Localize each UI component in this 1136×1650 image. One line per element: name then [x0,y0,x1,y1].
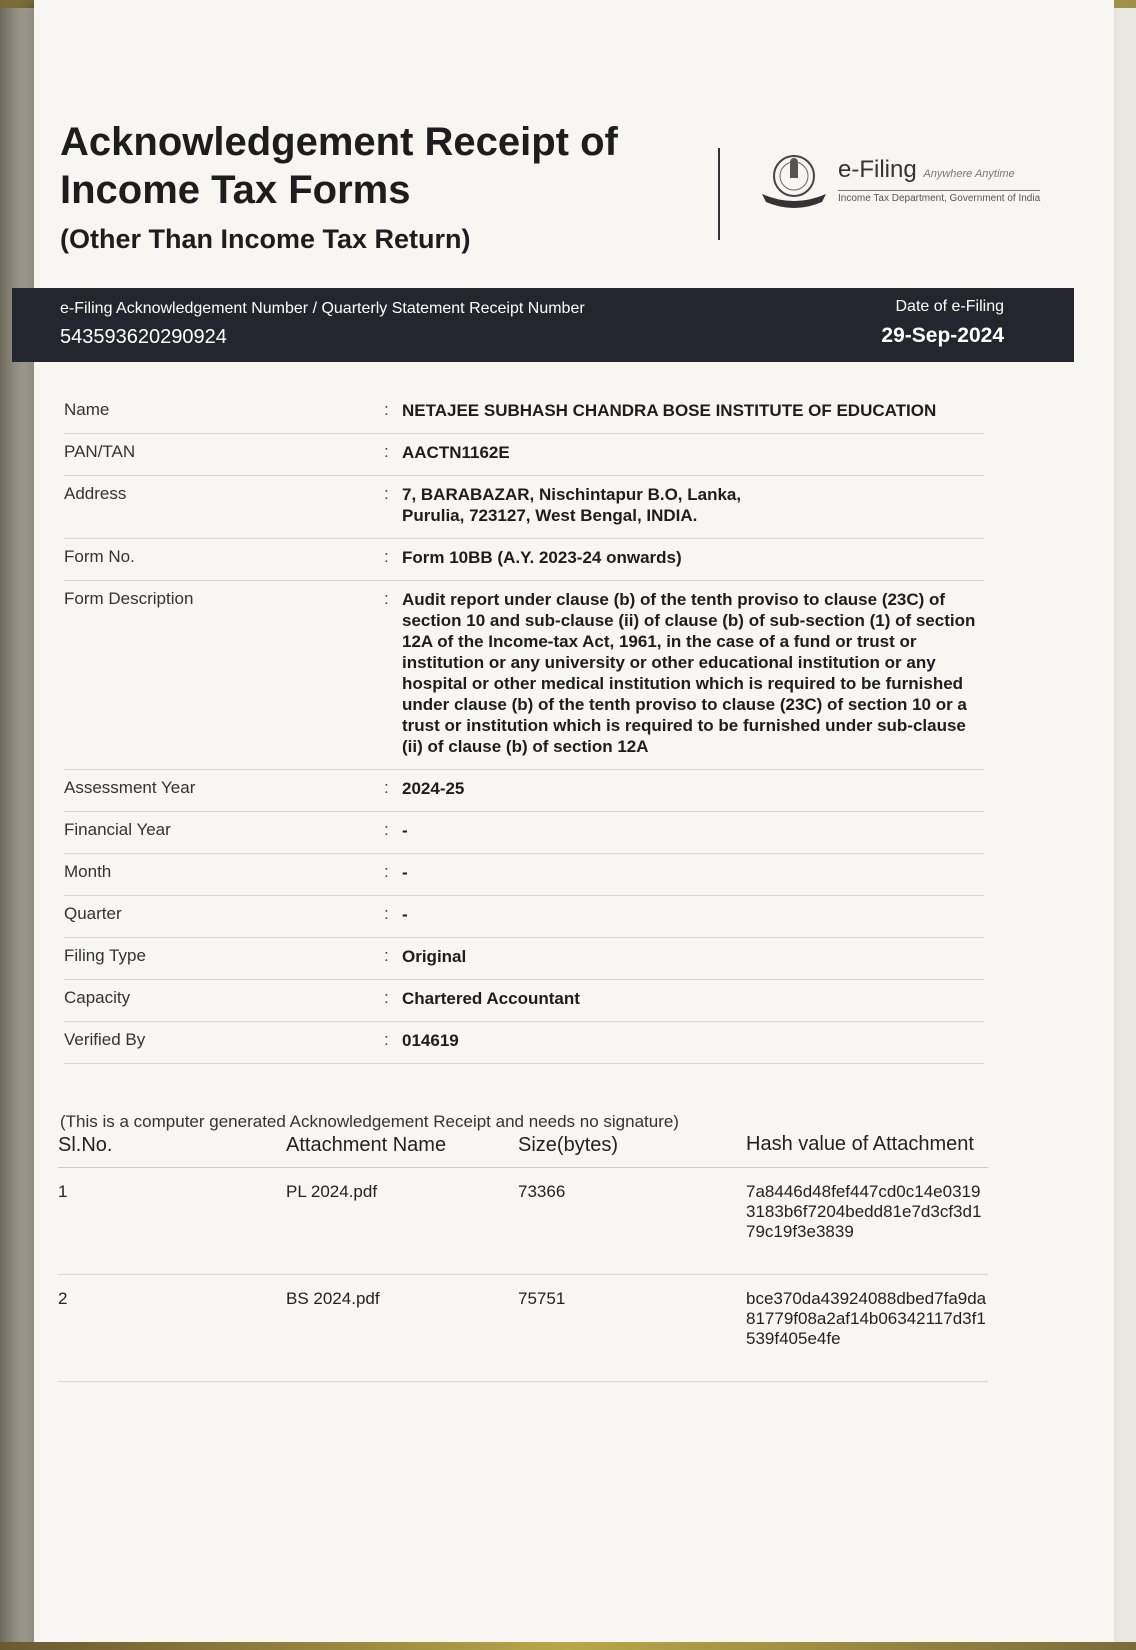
attachment-size: 75751 [518,1289,566,1308]
field-label: Assessment Year [64,778,196,797]
ack-number-value: 543593620290924 [60,326,227,348]
attachment-sl-no: 1 [58,1182,68,1201]
field-label: Address [64,484,127,503]
field-row [64,812,984,854]
field-value: - [402,821,408,840]
field-row [64,392,984,434]
attachment-name: PL 2024.pdf [286,1182,378,1201]
field-separator: : [384,820,389,839]
field-separator: : [384,1030,389,1049]
field-row [64,581,984,770]
field-separator: : [384,988,389,1007]
field-label: Form No. [64,547,135,566]
field-separator: : [384,904,389,923]
filing-date-label: Date of e-Filing [895,298,1004,315]
attachment-sl-no: 2 [58,1289,68,1308]
field-row [64,1022,984,1064]
receipt-sheet [34,0,1114,1650]
field-separator: : [384,484,389,503]
field-row [64,896,984,938]
logo-text [838,156,1015,184]
field-separator: : [384,589,389,608]
field-separator: : [384,862,389,881]
field-value: - [402,863,408,882]
logo-subtitle: Income Tax Department, Government of India [838,190,1040,204]
field-label: Verified By [64,1030,146,1049]
field-label: Quarter [64,904,122,923]
field-separator: : [384,547,389,566]
field-label: Filing Type [64,946,146,965]
field-row [64,434,984,476]
field-value: 7, BARABAZAR, Nischintapur B.O, Lanka, Purulia, 723127, West Bengal, INDIA. [402,485,742,525]
field-label: Form Description [64,589,194,608]
table-row [58,1275,988,1382]
field-label: Capacity [64,988,131,1007]
computer-generated-note: (This is a computer generated Acknowledgement Receipt and needs no signature) [60,1112,679,1131]
attachment-hash: 7a8446d48fef447cd0c14e03193183b6f7204bedd81e7d3cf3d179c19f3e3839 [746,1182,982,1241]
field-label: Month [64,862,112,881]
filing-date-value: 29-Sep-2024 [881,324,1004,347]
header-divider [718,148,720,240]
field-row [64,938,984,980]
field-label: Name [64,400,110,419]
field-value: Form 10BB (A.Y. 2023-24 onwards) [402,548,682,567]
emblem-icon [758,148,830,212]
field-row [64,539,984,581]
logo-tagline: Anywhere Anytime [923,168,1015,180]
column-header: Sl.No. [58,1134,113,1156]
logo-main-text: e-Filing [838,156,917,183]
attachment-hash: bce370da43924088dbed7fa9da81779f08a2af14b06342117d3f1539f405e4fe [746,1289,987,1348]
table-row [58,1168,988,1275]
document-subtitle: (Other Than Income Tax Return) [60,224,471,254]
field-separator: : [384,946,389,965]
column-header: Attachment Name [286,1134,447,1156]
attachments-header-row [58,1134,988,1168]
attachment-size: 73366 [518,1182,566,1201]
attachment-name: BS 2024.pdf [286,1289,380,1308]
field-value: Original [402,947,467,966]
ack-number-label: e-Filing Acknowledgement Number / Quarterly Statement Receipt Number [60,300,585,317]
field-value: AACTN1162E [402,443,510,462]
field-row [64,770,984,812]
field-separator: : [384,778,389,797]
field-row [64,980,984,1022]
attachments-table [58,1134,988,1382]
field-separator: : [384,442,389,461]
bottom-edge [0,1642,1136,1650]
field-separator: : [384,400,389,419]
column-header: Hash value of Attachment [746,1133,974,1155]
field-row [64,854,984,896]
details-table [64,392,984,1064]
acknowledgement-banner [12,288,1074,362]
field-value: NETAJEE SUBHASH CHANDRA BOSE INSTITUTE OF EDUCATION [402,401,937,420]
document-title: Acknowledgement Receipt of Income Tax Forms [60,120,618,212]
field-value: 014619 [402,1031,459,1050]
field-value: Chartered Accountant [402,989,580,1008]
page-shadow-edge [0,0,34,1650]
column-header: Size(bytes) [518,1134,619,1156]
field-value: Audit report under clause (b) of the tenth proviso to clause (23C) of section 10 and sub-clause (ii) of clause (b) of sub-section (1) of section 12A of the Income-tax Act, 1961, in the case of a fund or trust or institution or any university or other educational institution or any hospital or other medical institution which is required to be furnished under clause (b) of the tenth proviso to clause (23C) of section 10 or a trust or institution which is required to be furnished under sub-clause (ii) of clause (b) of section 12A [402,590,976,756]
field-value: 2024-25 [402,779,465,798]
efiling-logo [758,148,1058,218]
field-value: - [402,905,408,924]
field-label: PAN/TAN [64,442,136,461]
field-row [64,476,984,539]
field-label: Financial Year [64,820,171,839]
